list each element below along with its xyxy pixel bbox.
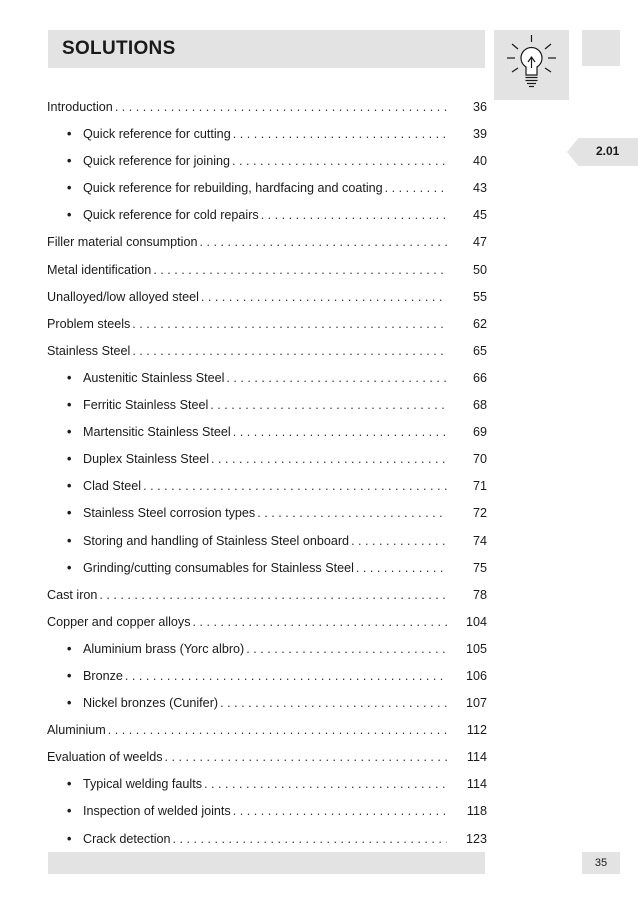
toc-entry-content: [47, 311, 487, 338]
dot-leader: [143, 473, 447, 500]
toc-entry-page: 36: [472, 100, 487, 114]
toc-entry-label: [67, 500, 257, 527]
toc-entry-page: 62: [472, 316, 487, 331]
toc-entry-text: Stainless Steel: [47, 343, 131, 358]
toc-entry-content: [47, 284, 487, 311]
toc-entry-label: [67, 798, 233, 825]
toc-entry[interactable]: [47, 257, 487, 284]
toc-entry[interactable]: [47, 771, 487, 798]
bullet-icon: •: [67, 560, 72, 575]
toc-entry-page: 50: [472, 262, 487, 277]
toc-entry-content: [67, 446, 487, 473]
toc-entry-label: [47, 311, 132, 338]
toc-entry-text: Introduction: [47, 100, 113, 114]
toc-entry[interactable]: [47, 446, 487, 473]
toc-entry-page: 114: [466, 750, 487, 765]
toc-entry[interactable]: [47, 690, 487, 717]
dot-leader: [210, 392, 447, 419]
bullet-icon: •: [67, 181, 72, 196]
bullet-icon: •: [67, 804, 72, 819]
toc-entry-label: [47, 94, 115, 121]
dot-leader: [199, 229, 447, 256]
bullet-icon: •: [67, 370, 72, 385]
bullet-icon: •: [67, 398, 72, 413]
toc-entry-text: Duplex Stainless Steel: [83, 452, 210, 467]
toc-entry[interactable]: [47, 148, 487, 175]
dot-leader: [165, 744, 447, 771]
toc-entry[interactable]: [47, 555, 487, 582]
toc-entry-text: Quick reference for rebuilding, hardfacing and coating: [83, 181, 383, 196]
toc-entry[interactable]: [47, 284, 487, 311]
toc-entry-text: Problem steels: [47, 316, 131, 331]
toc-entry-content: [47, 94, 487, 121]
toc-entry-label: [67, 528, 351, 555]
toc-entry[interactable]: [47, 500, 487, 527]
toc-entry-page: 47: [472, 235, 487, 250]
bullet-icon: •: [67, 533, 72, 548]
toc-entry-page: 74: [472, 533, 487, 548]
toc-entry[interactable]: [47, 717, 487, 744]
toc-entry-text: Quick reference for cold repairs: [83, 208, 259, 223]
bullet-icon: •: [67, 452, 72, 467]
toc-entry-label: [47, 284, 201, 311]
toc-entry-page: 104: [465, 614, 487, 629]
bullet-icon: •: [67, 479, 72, 494]
toc-entry-content: [67, 202, 487, 229]
section-number: 2.01: [596, 144, 620, 158]
toc-entry-label: [67, 365, 226, 392]
bullet-icon: •: [67, 777, 72, 792]
toc-entry[interactable]: [47, 202, 487, 229]
toc-entry-label: [47, 717, 108, 744]
page-title: SOLUTIONS: [62, 38, 176, 59]
toc-entry-label: [47, 257, 153, 284]
dot-leader: [153, 257, 447, 284]
lightbulb-icon-box: [494, 30, 569, 100]
page-number: 35: [594, 857, 608, 869]
toc-entry-text: Crack detection: [83, 831, 171, 846]
bullet-icon: •: [67, 668, 72, 683]
toc-entry-content: [67, 555, 487, 582]
toc-entry-content: [67, 636, 487, 663]
toc-entry-text: Aluminium brass (Yorc albro): [83, 641, 245, 656]
toc-entry-content: [67, 528, 487, 555]
toc-entry-text: Austenitic Stainless Steel: [83, 370, 225, 385]
toc-entry[interactable]: [47, 229, 487, 256]
dot-leader: [232, 148, 447, 175]
toc-entry-page: 43: [472, 181, 487, 196]
toc-entry[interactable]: [47, 609, 487, 636]
toc-entry-text: Metal identification: [47, 262, 152, 277]
dot-leader: [99, 582, 447, 609]
bullet-icon: •: [67, 641, 72, 656]
toc-entry-text: Grinding/cutting consumables for Stainless Steel: [83, 560, 354, 575]
bullet-icon: •: [67, 831, 72, 846]
toc-entry-label: [67, 473, 143, 500]
toc-entry-content: [47, 744, 487, 771]
toc-entry-page: 107: [465, 696, 487, 711]
dot-leader: [385, 175, 447, 202]
toc-entry-text: Storing and handling of Stainless Steel onboard: [83, 533, 350, 548]
toc-entry[interactable]: [47, 826, 487, 853]
toc-entry-label: [67, 446, 211, 473]
toc-entry-content: [67, 175, 487, 202]
bullet-icon: •: [67, 696, 72, 711]
toc-entry-text: Filler material consumption: [47, 235, 198, 250]
toc-entry-page: 70: [472, 452, 487, 467]
toc-entry-content: [67, 663, 487, 690]
toc-entry-label: [67, 555, 356, 582]
toc-entry[interactable]: [47, 663, 487, 690]
toc-entry-content: [67, 473, 487, 500]
toc-entry-content: [67, 121, 487, 148]
dot-leader: [261, 202, 447, 229]
dot-leader: [356, 555, 447, 582]
bullet-icon: •: [67, 127, 72, 142]
toc-entry-content: [47, 229, 487, 256]
toc-entry-label: [47, 744, 165, 771]
toc-entry-label: [67, 663, 125, 690]
toc-entry-text: Unalloyed/low alloyed steel: [47, 289, 199, 304]
toc-entry-label: [67, 826, 173, 853]
dot-leader: [220, 690, 447, 717]
dot-leader: [246, 636, 447, 663]
toc-entry-page: 55: [472, 289, 487, 304]
dot-leader: [173, 826, 448, 853]
toc-entry-content: [67, 690, 487, 717]
toc-entry-page: 105: [465, 641, 487, 656]
bullet-icon: •: [67, 425, 72, 440]
dot-leader: [115, 94, 447, 121]
toc-entry-content: [67, 392, 487, 419]
toc-entry-text: Stainless Steel corrosion types: [83, 506, 256, 521]
table-of-contents: [47, 94, 487, 853]
toc-entry-content: [47, 717, 487, 744]
toc-entry[interactable]: [47, 338, 487, 365]
toc-entry-content: [67, 826, 487, 853]
toc-entry[interactable]: [47, 528, 487, 555]
bullet-icon: •: [67, 506, 72, 521]
dot-leader: [233, 419, 447, 446]
dot-leader: [226, 365, 447, 392]
toc-entry-page: 75: [472, 560, 487, 575]
toc-entry[interactable]: [47, 94, 487, 121]
toc-entry-text: Cast iron: [47, 587, 98, 602]
toc-entry-content: [67, 500, 487, 527]
dot-leader: [132, 338, 447, 365]
dot-leader: [233, 798, 447, 825]
toc-entry-label: [67, 121, 233, 148]
dot-leader: [211, 446, 447, 473]
toc-entry-label: [47, 229, 199, 256]
dot-leader: [132, 311, 447, 338]
toc-entry-content: [67, 419, 487, 446]
toc-entry-page: 68: [472, 398, 487, 413]
toc-entry-label: [47, 609, 193, 636]
toc-entry[interactable]: [47, 636, 487, 663]
toc-entry-text: Typical welding faults: [83, 777, 203, 792]
toc-entry-text: Aluminium: [47, 723, 106, 738]
toc-entry[interactable]: [47, 419, 487, 446]
bullet-icon: •: [67, 208, 72, 223]
dot-leader: [204, 771, 447, 798]
toc-entry[interactable]: [47, 175, 487, 202]
toc-entry-content: [67, 365, 487, 392]
toc-entry-content: [67, 148, 487, 175]
toc-entry-label: [67, 148, 232, 175]
toc-entry-page: 66: [472, 370, 487, 385]
toc-entry[interactable]: [47, 121, 487, 148]
toc-entry-text: Nickel bronzes (Cunifer): [83, 696, 219, 711]
toc-entry-content: [67, 798, 487, 825]
toc-entry-content: [47, 338, 487, 365]
toc-entry-content: [47, 257, 487, 284]
dot-leader: [108, 717, 447, 744]
toc-entry-content: [47, 582, 487, 609]
toc-entry-text: Quick reference for joining: [83, 154, 230, 169]
toc-entry-label: [67, 392, 210, 419]
toc-entry-label: [67, 690, 220, 717]
toc-entry-page: 45: [472, 208, 487, 223]
toc-entry-label: [67, 202, 261, 229]
dot-leader: [125, 663, 447, 690]
toc-entry[interactable]: [47, 473, 487, 500]
toc-entry-content: [67, 771, 487, 798]
toc-entry-page: 123: [465, 831, 487, 846]
toc-entry-text: Evaluation of weelds: [47, 750, 163, 765]
toc-entry-content: [47, 609, 487, 636]
toc-entry-page: 39: [472, 127, 487, 142]
toc-entry[interactable]: [47, 311, 487, 338]
toc-entry-page: 40: [472, 154, 487, 169]
toc-entry-label: [67, 771, 204, 798]
toc-entry-page: 112: [466, 723, 487, 738]
corner-tab: [582, 30, 620, 66]
toc-entry-text: Bronze: [83, 668, 123, 683]
lightbulb-icon: [494, 30, 569, 100]
toc-entry[interactable]: [47, 744, 487, 771]
toc-entry-page: 114: [466, 777, 487, 792]
bullet-icon: •: [67, 154, 72, 169]
toc-entry-page: 78: [472, 587, 487, 602]
toc-entry[interactable]: [47, 365, 487, 392]
dot-leader: [233, 121, 447, 148]
toc-entry-text: Copper and copper alloys: [47, 614, 191, 629]
toc-entry-label: [47, 582, 99, 609]
footer-bar: [48, 852, 485, 874]
dot-leader: [257, 500, 447, 527]
toc-entry-page: 69: [472, 425, 487, 440]
toc-entry-label: [47, 338, 132, 365]
toc-entry-text: Ferritic Stainless Steel: [83, 398, 209, 413]
toc-entry-label: [67, 419, 233, 446]
toc-entry-page: 71: [472, 479, 487, 494]
toc-entry-page: 65: [472, 343, 487, 358]
toc-entry-label: [67, 636, 246, 663]
toc-entry[interactable]: [47, 392, 487, 419]
dot-leader: [201, 284, 447, 311]
dot-leader: [193, 609, 447, 636]
toc-entry-label: [67, 175, 385, 202]
toc-entry-text: Quick reference for cutting: [83, 127, 231, 142]
toc-entry[interactable]: [47, 582, 487, 609]
toc-entry-page: 118: [466, 804, 487, 819]
toc-entry-text: Clad Steel: [83, 479, 142, 494]
toc-entry-text: Inspection of welded joints: [83, 804, 231, 819]
toc-entry-page: 106: [465, 668, 487, 683]
dot-leader: [351, 528, 447, 555]
toc-entry-text: Martensitic Stainless Steel: [83, 425, 231, 440]
toc-entry-page: 72: [472, 506, 487, 521]
toc-entry[interactable]: [47, 798, 487, 825]
